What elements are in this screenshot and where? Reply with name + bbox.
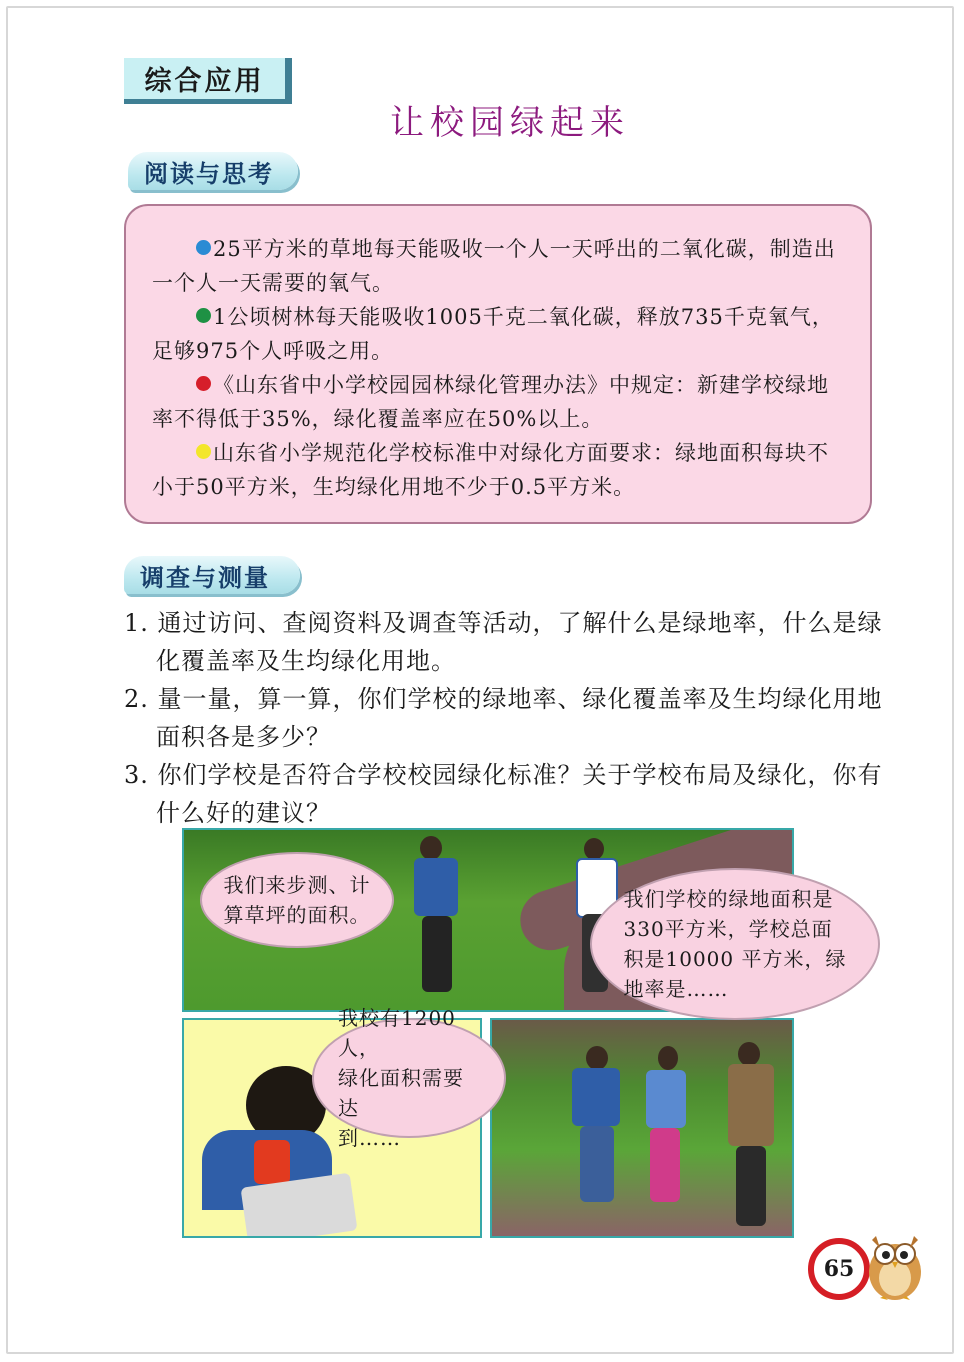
speech-bubble-measure <box>200 852 394 948</box>
info-text: 山东省小学规范化学校标准中对绿化方面要求：绿地面积每块不小于50平方米，生均绿化用地不少于0.5平方米。 <box>152 441 829 499</box>
reading-info-box <box>124 204 872 524</box>
survey-label: 调查与测量 <box>124 556 300 594</box>
info-text: 1公顷树林每天能吸收1005千克二氧化碳，释放735千克氧气，足够975个人呼吸之用。 <box>152 305 834 363</box>
bubble-line: 绿化面积需要达 <box>338 1066 464 1120</box>
info-item <box>152 436 848 504</box>
question-item: 2. 量一量，算一算，你们学校的绿地率、绿化覆盖率及生均绿化用地面积各是多少？ <box>124 685 883 751</box>
bubble-line: 算草坪的面积。 <box>223 903 371 927</box>
info-item <box>152 300 848 368</box>
info-item <box>152 368 848 436</box>
yellow-dot-icon <box>196 444 211 459</box>
question-list <box>124 604 904 832</box>
green-dot-icon <box>196 308 211 323</box>
bubble-line: 我们来步测、计 <box>223 873 371 897</box>
red-dot-icon <box>196 376 211 391</box>
info-text: 《山东省中小学校园园林绿化管理办法》中规定：新建学校绿地率不得低于35%，绿化覆盖率应在50%以上。 <box>152 373 829 431</box>
section-tag: 综合应用 <box>124 58 292 104</box>
speech-bubble-green-area <box>590 868 880 1020</box>
page-title: 让校园绿起来 <box>390 103 630 143</box>
owl-mascot-icon <box>860 1226 930 1302</box>
page-number: 65 <box>808 1238 870 1300</box>
photo-students-track <box>490 1018 794 1238</box>
bubble-line: 地率是…… <box>623 977 729 1001</box>
info-text: 25平方米的草地每天能吸收一个人一天呼出的二氧化碳，制造出一个人一天需要的氧气。 <box>152 237 836 295</box>
bubble-line: 我校有1200人， <box>338 1006 456 1060</box>
question-item: 1. 通过访问、查阅资料及调查等活动，了解什么是绿地率，什么是绿化覆盖率及生均绿化用地。 <box>124 609 883 675</box>
blue-dot-icon <box>196 240 211 255</box>
bubble-line: 我们学校的绿地面积是 <box>623 887 834 911</box>
info-item <box>152 232 848 300</box>
question-item: 3. 你们学校是否符合学校校园绿化标准？关于学校布局及绿化，你有什么好的建议？ <box>124 761 883 827</box>
bubble-line: 到…… <box>338 1126 401 1150</box>
reading-label: 阅读与思考 <box>128 152 298 190</box>
bubble-line: 积是10000 平方米，绿 <box>623 947 847 971</box>
speech-bubble-students <box>312 1006 506 1150</box>
bubble-line: 330平方米，学校总面 <box>623 917 833 941</box>
